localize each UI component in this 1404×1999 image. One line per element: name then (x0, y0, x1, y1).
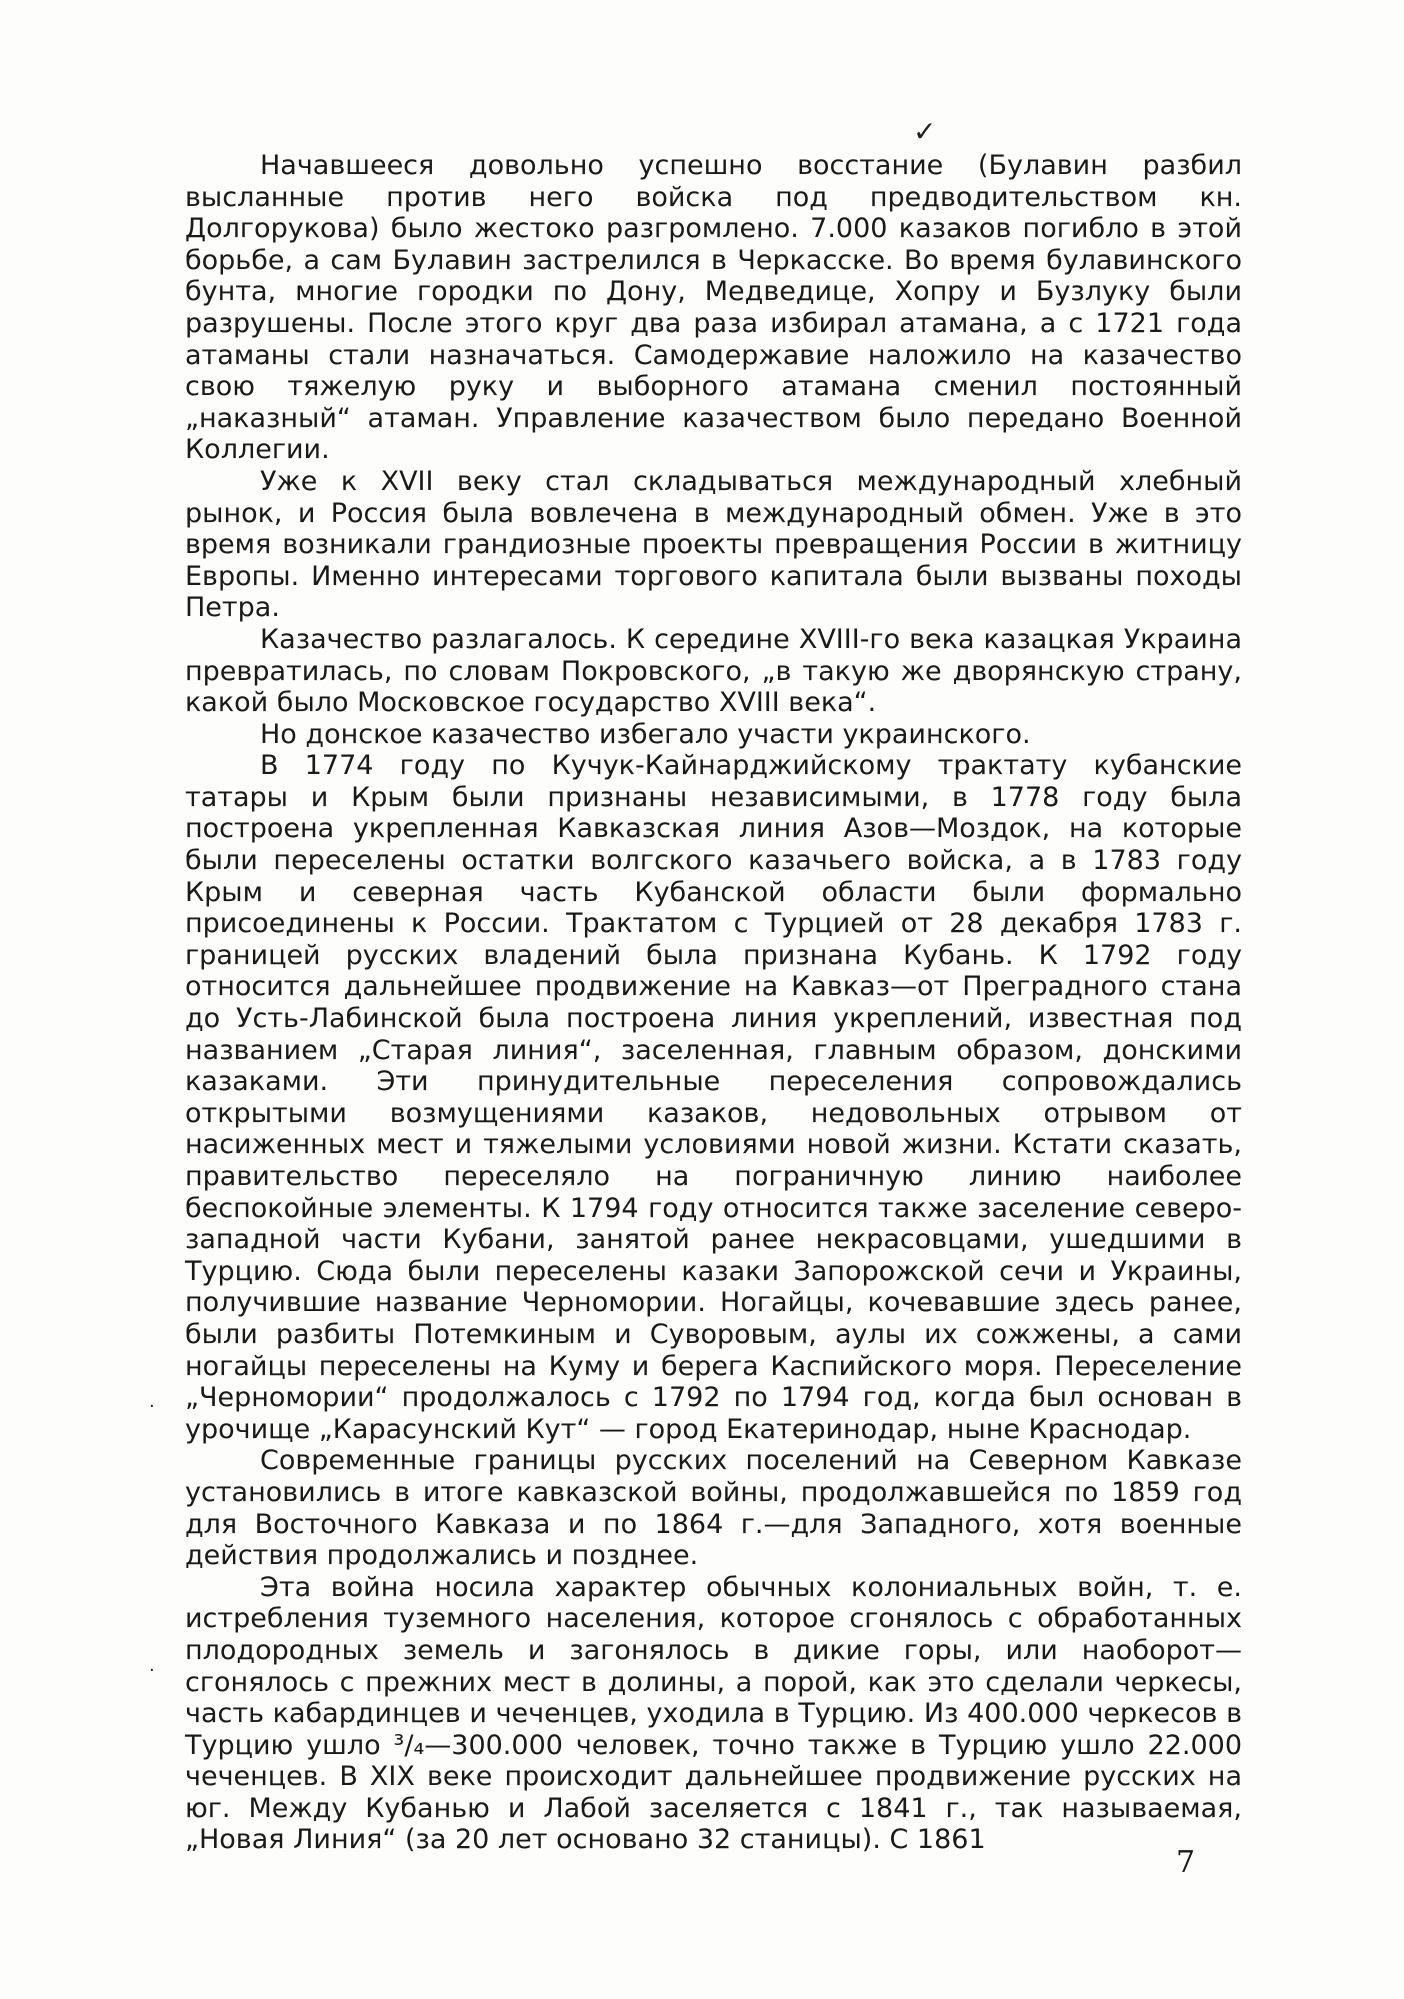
body-text (185, 150, 1242, 1856)
paragraph: Казачество разлагалось. К середине XVIII-го века казацкая Украина превратилась, по словам Покровского, „в такую же дворянскую страну, какой было Московское государство XVIII века“. (185, 623, 1242, 719)
paragraph: В 1774 году по Кучук-Кайнарджийскому трактату кубанские татары и Крым были признаны независимыми, в 1778 году была построена укрепленная Кавказская линия Азов—Моздок, на которые были переселены остатки волгского казачьего войска, а в 1783 году Крым и северная часть Кубанской области были формально присоединены к России. Трактатом с Турцией от 28 декабря 1783 г. границей русских владений была признана Кубань. К 1792 году относится дальнейшее продвижение на Кавказ—от Преградного стана до Усть-Лабинской была построена линия укреплений, известная под названием „Старая линия“, заселенная, главным образом, донскими казаками. Эти принудительные переселения сопровождались открытыми возмущениями казаков, недовольных отрывом от насиженных мест и тяжелыми условиями новой жизни. Кстати сказать, правительство переселяло на пограничную линию наиболее беспокойные элементы. К 1794 году относится также заселение северо-западной части Кубани, занятой ранее некрасовцами, ушедшими в Турцию. Сюда были переселены казаки Запорожской сечи и Украины, получившие название Черномории. Ногайцы, кочевавшие здесь ранее, были разбиты Потемкиным и Суворовым, аулы их сожжены, а сами ногайцы переселены на Куму и берега Каспийского моря. Переселение „Черномории“ продолжалось с 1792 по 1794 год, когда был основан в урочище „Карасунский Кут“ — город Екатеринодар, ныне Краснодар. (185, 750, 1242, 1445)
paragraph: Но донское казачество избегало участи украинского. (260, 718, 1031, 750)
paragraph: Эта война носила характер обычных колониальных войн, т. е. истребления туземного населения, которое сгонялось с обработанных плодородных земель и загонялось в дикие горы, или наоборот—сгонялось с прежних мест в долины, а порой, как это сделали черкесы, часть кабардинцев и чеченцев, уходила в Турцию. Из 400.000 черкесов в Турцию ушло ³/₄—300.000 человек, точно также в Турцию ушло 22.000 чеченцев. В XIX веке происходит дальнейшее продвижение русских на юг. Между Кубанью и Лабой заселяется с 1841 г., так называемая, „Новая Линия“ (за 20 лет основано 32 станицы). С 1861 (185, 1571, 1242, 1856)
paragraph: Уже к XVII веку стал складываться международный хлебный рынок, и Россия была вовлечена в международный обмен. Уже в это время возникали грандиозные проекты превращения России в житницу Европы. Именно интересами торгового капитала были вызваны походы Петра. (185, 465, 1242, 624)
margin-dot-mark: · (149, 1660, 155, 1681)
paragraph: Современные границы русских поселений на Северном Кавказе установились в итоге кавказской войны, продолжавшейся по 1859 год для Восточного Кавказа и по 1864 г.—для Западного, хотя военные действия продолжались и позднее. (185, 1445, 1242, 1572)
pencil-tick-mark: ✓ (913, 115, 937, 148)
paragraph: Начавшееся довольно успешно восстание (Булавин разбил высланные против него войска под предводительством кн. Долгорукова) было жестоко разгромлено. 7.000 казаков погибло в этой борьбе, а сам Булавин застрелился в Черкасске. Во время булавинского бунта, многие городки по Дону, Медведице, Хопру и Бузлуку были разрушены. После этого круг два раза избирал атамана, а с 1721 года атаманы стали назначаться. Самодержавие наложило на казачество свою тяжелую руку и выборного атамана сменил постоянный „наказный“ атаман. Управление казачеством было передано Военной Коллегии. (185, 150, 1242, 466)
margin-dot-mark: · (149, 1396, 155, 1417)
page-number: 7 (1176, 1845, 1196, 1880)
